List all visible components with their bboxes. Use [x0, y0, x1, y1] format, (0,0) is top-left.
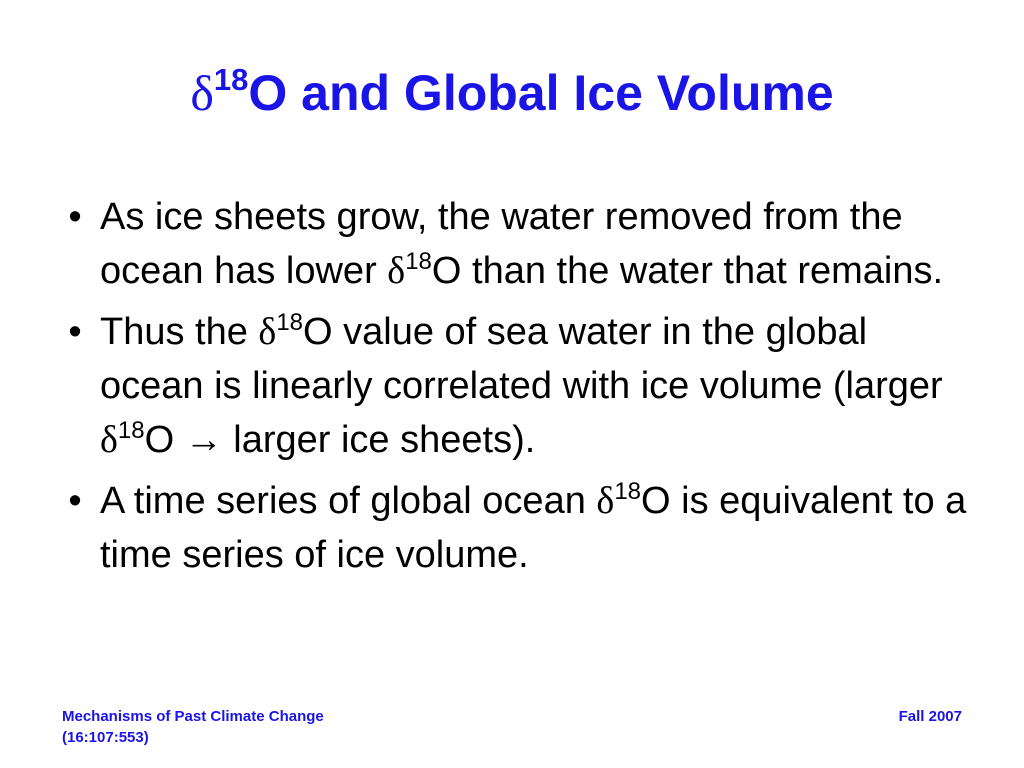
superscript: 18	[276, 309, 304, 336]
bullet-text: Thus the	[100, 311, 259, 353]
bullet-marker: •	[68, 311, 82, 353]
title-text: O and Global Ice Volume	[248, 65, 834, 121]
delta-symbol: δ	[387, 250, 406, 292]
bullet-text: O than the water that remains.	[431, 250, 944, 292]
bullet-item	[60, 190, 980, 298]
bullet-text: As ice sheets grow, the water removed from the ocean has lower	[100, 196, 903, 292]
superscript: 18	[405, 248, 432, 275]
delta-symbol: δ	[258, 311, 277, 353]
superscript: 18	[117, 417, 145, 444]
bullet-marker: •	[68, 480, 82, 522]
title-delta-symbol: δ	[190, 65, 214, 121]
bullet-text: O value of sea water in the global ocean is linearly correlated with ice volume (larger	[100, 311, 943, 407]
superscript: 18	[614, 478, 642, 505]
footer-course-code: (16:107:553)	[62, 729, 149, 746]
bullet-item	[60, 305, 980, 467]
delta-symbol: δ	[596, 480, 615, 522]
delta-symbol: δ	[100, 419, 118, 461]
slide-title	[0, 58, 1024, 128]
title-superscript: 18	[213, 62, 249, 97]
bullet-marker: •	[68, 196, 82, 238]
footer-term: Fall 2007	[898, 708, 962, 725]
footer-course-name: Mechanisms of Past Climate Change	[62, 708, 324, 725]
bullet-item	[60, 474, 980, 582]
bullet-text: O is equivalent to a time series of ice volume.	[100, 480, 967, 576]
bullet-text: O → larger ice sheets).	[144, 419, 536, 461]
footer-course	[62, 706, 324, 748]
bullet-list	[60, 190, 980, 589]
bullet-text: A time series of global ocean	[100, 480, 597, 522]
